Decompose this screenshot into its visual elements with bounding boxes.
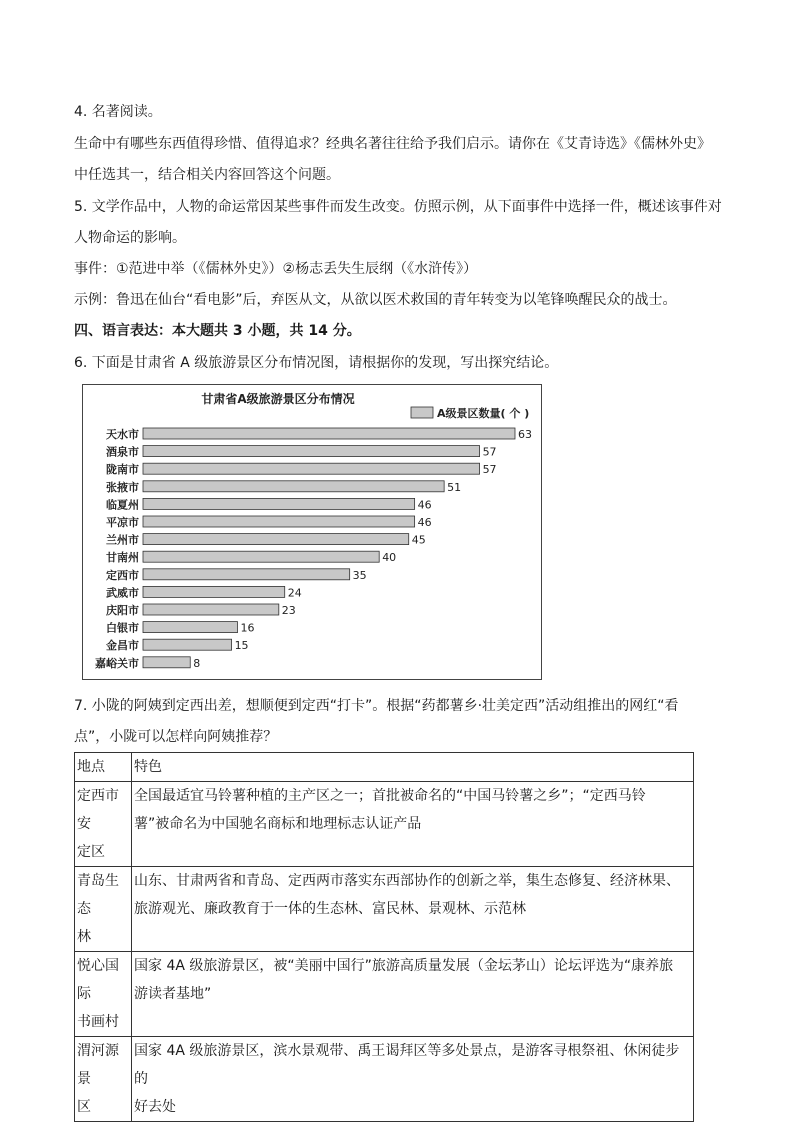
chart-title: 甘肃省A级旅游景区分布情况	[201, 392, 355, 406]
category-label: 白银市	[106, 621, 139, 635]
bar	[143, 481, 444, 492]
scenic-spots-table	[74, 752, 694, 1122]
table-row	[75, 1037, 694, 1122]
value-label: 8	[193, 656, 201, 670]
category-label: 平凉市	[106, 516, 139, 529]
place-cell: 定西市安 定区	[75, 782, 132, 867]
header-place: 地点	[75, 753, 132, 782]
place-cell: 青岛生态 林	[75, 867, 132, 952]
bar	[143, 569, 350, 580]
bar	[143, 446, 480, 457]
value-label: 63	[518, 428, 532, 441]
bar	[143, 463, 480, 474]
value-label: 15	[234, 639, 249, 653]
value-label: 35	[352, 568, 367, 582]
value-label: 46	[417, 498, 432, 512]
q7-line-1: 7. 小陇的阿姨到定西出差，想顺便到定西“打卡”。根据“药都薯乡·壮美定西”活动组推出的网红“看	[74, 698, 679, 714]
category-label: 武威市	[106, 586, 139, 600]
table-row	[75, 782, 694, 867]
q4-line-2: 中任选其一，结合相关内容回答这个问题。	[74, 167, 340, 183]
value-label: 51	[447, 480, 462, 494]
q4-title: 4. 名著阅读。	[74, 104, 162, 120]
bar	[143, 604, 279, 615]
feature-cell: 国家 4A 级旅游景区，滨水景观带、禹王谒拜区等多处景点，是游客寻根祭祖、休闲徒步的 好去处	[132, 1037, 694, 1122]
q4-line-1: 生命中有哪些东西值得珍惜、值得追求？经典名著往往给予我们启示。请你在《艾青诗选》《儒林外史》	[74, 136, 711, 152]
q7-line-2: 点”，小陇可以怎样向阿姨推荐？	[74, 729, 278, 745]
q5-line-1: 5. 文学作品中，人物的命运常因某些事件而发生改变。仿照示例，从下面事件中选择一件，概述该事件对	[74, 199, 722, 215]
category-label: 兰州市	[106, 533, 139, 547]
value-label: 16	[240, 621, 255, 635]
section-4-heading: 四、语言表达：本大题共 3 小题，共 14 分。	[74, 323, 361, 339]
category-label: 酒泉市	[106, 445, 139, 459]
value-label: 57	[482, 463, 497, 477]
header-feature: 特色	[132, 753, 694, 782]
category-label: 陇南市	[106, 463, 139, 477]
value-label: 57	[482, 445, 497, 459]
feature-cell: 山东、甘肃两省和青岛、定西两市落实东西部协作的创新之举，集生态修复、经济林果、 旅游观光、廉政教育于一体的生态林、富民林、景观林、示范林	[132, 867, 694, 952]
q6-prompt: 6. 下面是甘肃省 A 级旅游景区分布情况图，请根据你的发现，写出探究结论。	[74, 355, 559, 371]
category-label: 临夏州	[106, 498, 139, 512]
q5-events: 事件：①范进中举（《儒林外史》）②杨志丢失生辰纲（《水浒传》）	[74, 261, 478, 277]
bar	[143, 428, 515, 439]
bar	[143, 586, 285, 597]
bar	[143, 534, 409, 545]
value-label: 24	[287, 586, 302, 600]
category-label: 金昌市	[106, 639, 139, 653]
table-header-row	[75, 753, 694, 782]
value-label: 23	[281, 604, 296, 617]
bar	[143, 622, 237, 633]
bars-group	[95, 427, 532, 670]
category-label: 庆阳市	[106, 604, 139, 617]
place-cell: 悦心国际 书画村	[75, 952, 132, 1037]
bar	[143, 657, 190, 668]
feature-cell: 全国最适宜马铃薯种植的主产区之一；首批被命名的“中国马铃薯之乡”；“定西马铃 薯”被命名为中国驰名商标和地理标志认证产品	[132, 782, 694, 867]
bar	[143, 498, 415, 509]
category-label: 定西市	[106, 568, 139, 582]
bar	[143, 639, 232, 650]
table-row	[75, 952, 694, 1037]
bar-chart-svg	[83, 385, 541, 679]
q5-line-2: 人物命运的影响。	[74, 230, 186, 246]
bar	[143, 551, 379, 562]
table-row	[75, 867, 694, 952]
bar	[143, 516, 415, 527]
feature-cell: 国家 4A 级旅游景区，被“美丽中国行”旅游高质量发展（金坛茅山）论坛评选为“康养旅 游读者基地”	[132, 952, 694, 1037]
category-label: 张掖市	[106, 480, 139, 494]
category-label: 甘南州	[106, 551, 139, 565]
legend-swatch	[411, 407, 433, 418]
value-label: 45	[411, 533, 426, 547]
category-label: 嘉峪关市	[95, 656, 139, 670]
place-cell: 渭河源景 区	[75, 1037, 132, 1122]
legend-label: A级景区数量( 个 )	[437, 407, 530, 420]
value-label: 46	[417, 516, 432, 529]
category-label: 天水市	[106, 428, 139, 441]
value-label: 40	[382, 551, 397, 565]
q5-example: 示例：鲁迅在仙台“看电影”后，弃医从文，从欲以医术救国的青年转变为以笔锋唤醒民众的战士。	[74, 292, 677, 308]
bar-chart	[82, 384, 542, 680]
